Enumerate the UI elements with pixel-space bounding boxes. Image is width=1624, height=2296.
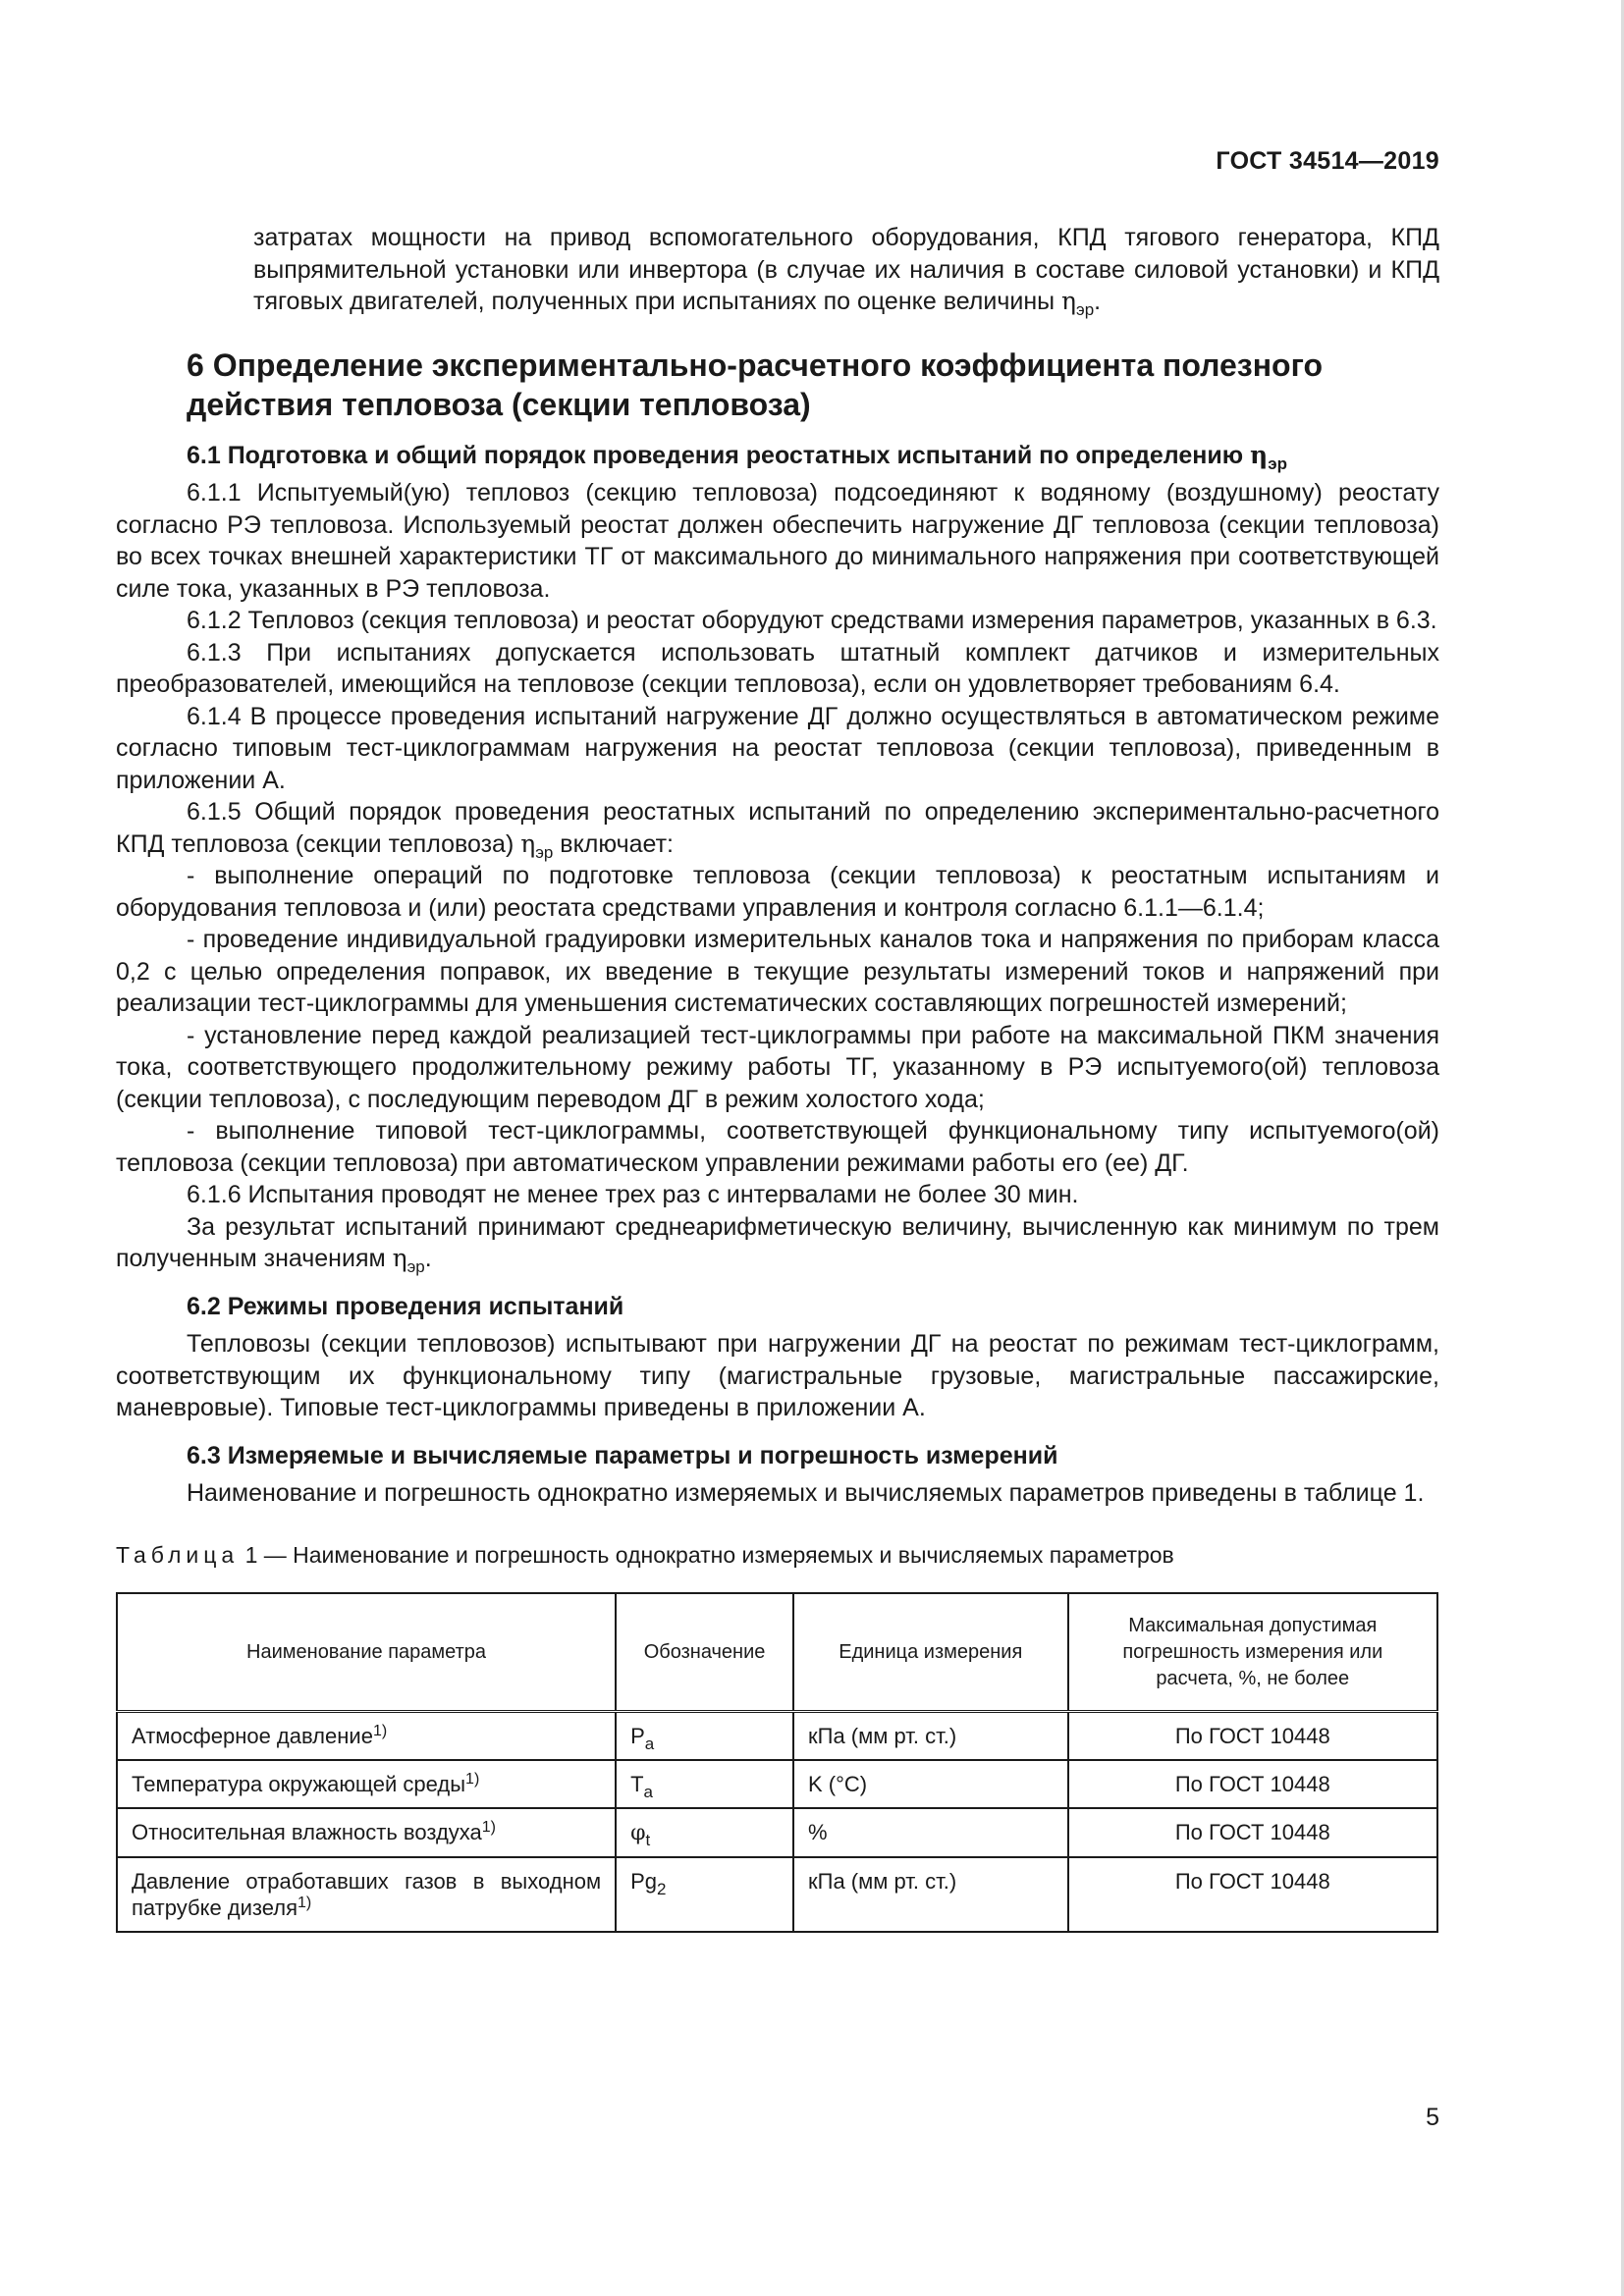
symbol-subscript: 2 <box>657 1880 667 1898</box>
intro-text: затратах мощности на привод вспомогательного оборудования, КПД тягового генератора, КПД выпрямительной установки или инвертора (в случае их наличия в составе силовой установки) и КПД тяговых двигателей, полученных при испытаниях по оценке величины <box>253 224 1439 315</box>
cell-symbol <box>616 1808 793 1857</box>
footnote-mark: 1) <box>298 1895 312 1911</box>
symbol: P <box>630 1724 645 1748</box>
eta-symbol: η <box>392 1244 407 1272</box>
table-row <box>117 1857 1437 1932</box>
list-item: - выполнение операций по подготовке тепловоза (секции тепловоза) к реостатным испытаниям и оборудования тепловоза и (или) реостата средствами управления и контроля согласно 6.1.1—6.1.4; <box>116 862 1439 922</box>
cell-unit: кПа (мм рт. ст.) <box>793 1712 1068 1761</box>
cell-unit: K (°C) <box>793 1760 1068 1808</box>
cell-unit: % <box>793 1808 1068 1857</box>
parameter-name: Атмосферное давление <box>132 1724 373 1748</box>
header-parameter-name: Наименование параметра <box>117 1593 616 1712</box>
symbol: Pg <box>630 1869 657 1894</box>
parameter-name: Температура окружающей среды <box>132 1772 466 1796</box>
cell-symbol <box>616 1712 793 1761</box>
table-row <box>117 1808 1437 1857</box>
eta-symbol: η <box>1061 287 1077 315</box>
paragraph-6-1-2: 6.1.2 Тепловоз (секция тепловоза) и реостат оборудуют средствами измерения параметров, указанных в 6.3. <box>187 607 1437 634</box>
symbol-subscript: a <box>644 1735 655 1753</box>
cell-symbol <box>616 1857 793 1932</box>
eta-symbol: η <box>1250 440 1269 469</box>
cell-accuracy: По ГОСТ 10448 <box>1068 1857 1437 1932</box>
list-item: - установление перед каждой реализацией тест-циклограммы при работе на максимальной ПКМ значения тока, соответствующего продолжительному режиму работы ТГ, указанному в РЭ испытуемого(ой) тепловоза (секции тепловоза), с последующим переводом ДГ в режим холостого хода; <box>116 1021 1439 1113</box>
cell-parameter-name <box>117 1857 616 1932</box>
table-caption-label: Таблица <box>116 1541 240 1568</box>
table-row <box>117 1760 1437 1808</box>
eta-subscript: эр <box>406 1257 425 1276</box>
parameter-name: Давление отработавших газов в выходном патрубке дизеля <box>132 1869 602 1920</box>
table-caption <box>116 1539 1439 1572</box>
paragraph-6-1-5 <box>116 796 1439 860</box>
eta-subscript: эр <box>1268 454 1287 473</box>
section-6-2-heading: 6.2 Режимы проведения испытаний <box>187 1292 624 1320</box>
section-6-heading: 6 Определение экспериментально-расчетного коэффициента полезного действия тепловоза (секции тепловоза) <box>187 347 1324 422</box>
table-row <box>117 1712 1437 1761</box>
p615-text: 6.1.5 Общий порядок проведения реостатных испытаний по определению экспериментально-расчетного КПД тепловоза (секции тепловоза) <box>116 798 1439 858</box>
symbol: T <box>630 1772 644 1796</box>
cell-symbol <box>616 1760 793 1808</box>
section-6-1-title: 6.1 Подготовка и общий порядок проведения реостатных испытаний по определению <box>187 441 1251 469</box>
symbol: φ <box>630 1821 646 1845</box>
symbol-subscript: a <box>643 1783 653 1801</box>
table-caption-text: 1 — Наименование и погрешность однократно измеряемых и вычисляемых параметров <box>239 1541 1174 1568</box>
footnote-mark: 1) <box>481 1819 497 1836</box>
cell-accuracy: По ГОСТ 10448 <box>1068 1760 1437 1808</box>
p615-end: включает: <box>553 829 674 858</box>
intro-paragraph <box>116 222 1439 318</box>
parameters-table <box>116 1592 1438 1933</box>
eta-subscript: эр <box>535 842 554 862</box>
standard-code: ГОСТ 34514—2019 <box>1216 147 1439 175</box>
cell-parameter-name <box>117 1712 616 1761</box>
paragraph-6-2: Тепловозы (секции тепловозов) испытывают при нагружении ДГ на реостат по режимам тест-циклограмм, соответствующим их функциональному типу (магистральные грузовые, магистральные пассажирские, маневровые). Типовые тест-циклограммы приведены в приложении А. <box>116 1330 1439 1421</box>
header-symbol: Обозначение <box>616 1593 793 1712</box>
section-6-1-heading <box>187 440 1439 472</box>
paragraph-6-1-1: 6.1.1 Испытуемый(ую) тепловоз (секцию тепловоза) подсоединяют к водяному (воздушному) реостату согласно РЭ тепловоза. Используемый реостат должен обеспечить нагружение ДГ тепловоза (секции тепловоза) во всех точках внешней характеристики ТГ от максимального до минимального напряжения при соответствующей силе тока, указанных в РЭ тепловоза. <box>116 479 1439 603</box>
paragraph-6-1-6: 6.1.6 Испытания проводят не менее трех раз с интервалами не более 30 мин. <box>187 1181 1079 1208</box>
list-item: - выполнение типовой тест-циклограммы, соответствующей функциональному типу испытуемого(ой) тепловоза (секции тепловоза) при автоматическом управлении режимами работы его (ее) ДГ. <box>116 1117 1439 1177</box>
parameter-name: Относительная влажность воздуха <box>132 1820 482 1844</box>
paragraph-6-1-6-result <box>116 1211 1439 1275</box>
footnote-mark: 1) <box>372 1723 388 1739</box>
paragraph-6-1-3: 6.1.3 При испытаниях допускается использовать штатный комплект датчиков и измерительных преобразователей, имеющийся на тепловозе (секции тепловоза), если он удовлетворяет требованиям 6.4. <box>116 638 1439 698</box>
p616-end: . <box>424 1245 432 1272</box>
symbol-subscript: t <box>645 1831 651 1849</box>
cell-accuracy: По ГОСТ 10448 <box>1068 1808 1437 1857</box>
page-number: 5 <box>1426 2104 1439 2131</box>
header-accuracy: Максимальная допустимая погрешность измерения или расчета, %, не более <box>1068 1593 1437 1712</box>
table-header-row <box>117 1593 1437 1712</box>
cell-accuracy: По ГОСТ 10448 <box>1068 1712 1437 1761</box>
cell-parameter-name <box>117 1760 616 1808</box>
cell-parameter-name <box>117 1808 616 1857</box>
eta-subscript: эр <box>1076 300 1095 319</box>
eta-symbol: η <box>520 828 536 858</box>
paragraph-6-1-4: 6.1.4 В процессе проведения испытаний нагружение ДГ должно осуществляться в автоматическом режиме согласно типовым тест-циклограммам нагружения на реостат тепловоза (секции тепловоза), приведенным в приложении А. <box>116 702 1439 794</box>
cell-unit: кПа (мм рт. ст.) <box>793 1857 1068 1932</box>
section-6-3-heading: 6.3 Измеряемые и вычисляемые параметры и погрешность измерений <box>187 1441 1058 1469</box>
paragraph-6-3: Наименование и погрешность однократно измеряемых и вычисляемых параметров приведены в таблице 1. <box>187 1479 1425 1507</box>
intro-end: . <box>1094 288 1102 315</box>
footnote-mark: 1) <box>465 1771 480 1788</box>
header-unit: Единица измерения <box>793 1593 1068 1712</box>
page-body <box>116 222 1439 1933</box>
list-item: - проведение индивидуальной градуировки измерительных каналов тока и напряжения по приборам класса 0,2 с целью определения поправок, их введение в текущие результаты измерений токов и напряжений при реализации тест-циклограммы для уменьшения систематических составляющих погрешностей измерений; <box>116 926 1439 1017</box>
p616-text: За результат испытаний принимают среднеарифметическую величину, вычисленную как минимум по трем полученным значениям <box>116 1212 1439 1272</box>
